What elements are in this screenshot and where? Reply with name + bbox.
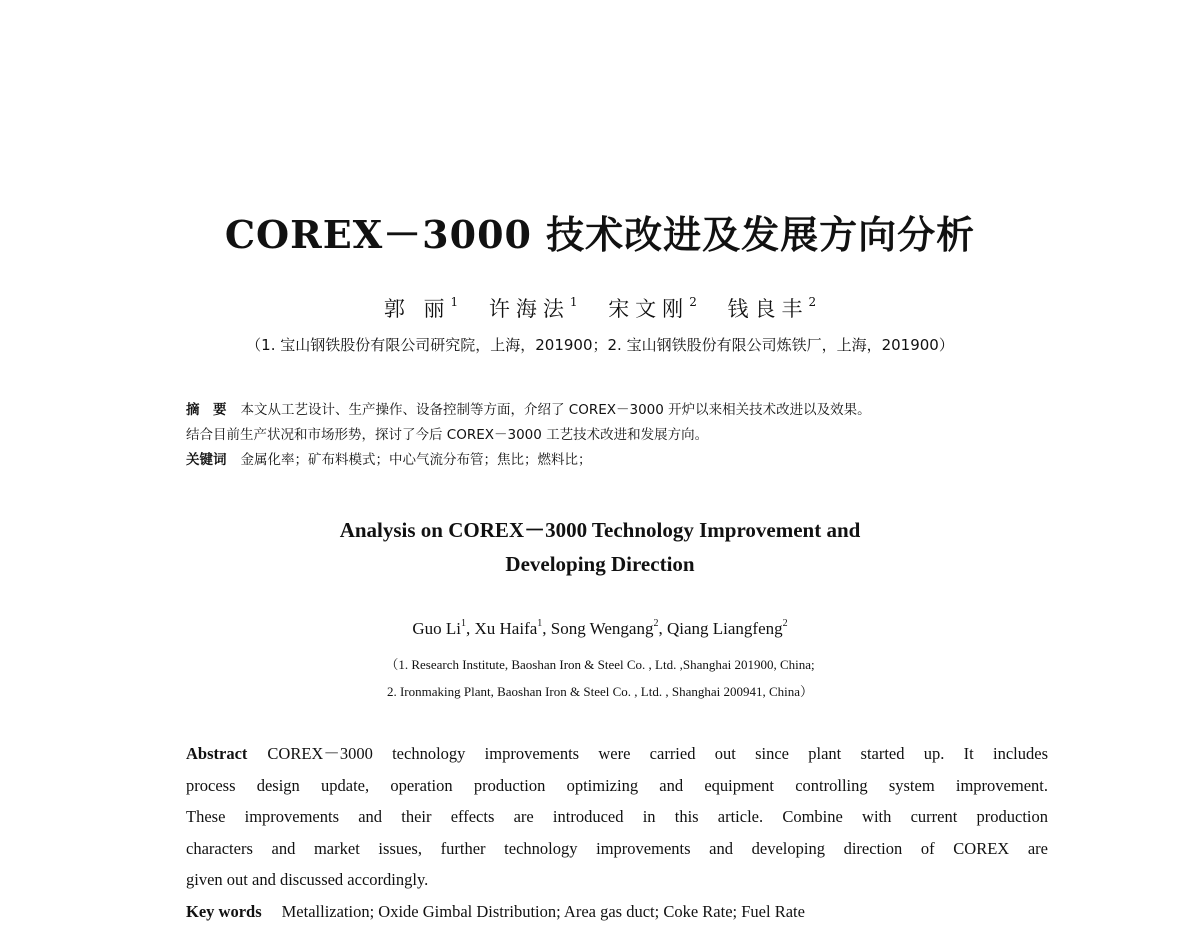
abstract-line: process design update, operation production optimizing and equipment controlling system improvement. — [186, 775, 1048, 795]
keywords-label: Key words — [186, 901, 262, 921]
english-affiliation: （1. Research Institute, Baoshan Iron & Steel Co. , Ltd. ,Shanghai 201900, China; 2. Ironmaking Plant, Baoshan Iron & Steel Co. , Ltd. , Shanghai 200941, China） — [385, 657, 815, 699]
english-author: Qiang Liangfeng$^2$ — [666, 618, 788, 638]
chinese-author: 许海法$^1$ — [488, 295, 578, 321]
abstract-line: characters and market issues, further technology improvements and developing direction of COREX are — [186, 838, 1048, 858]
english-author: Guo Li$^1$ — [412, 618, 466, 638]
keywords-label: 关键词 — [186, 452, 227, 468]
abstract-label: Abstract — [186, 744, 248, 763]
chinese-authors — [0, 293, 1200, 323]
keywords-line — [186, 896, 1048, 928]
keywords-text: 金属化率；矿布料模式；中心气流分布管；焦比；燃料比； — [240, 452, 592, 468]
chinese-author: 宋文刚$^2$ — [608, 295, 697, 321]
keywords-text: Metallization; Oxide Gimbal Distribution; Area gas duct; Coke Rate; Fuel Rate — [281, 901, 805, 921]
chinese-title: COREX－3000 技术改进及发展方向分析 — [224, 212, 976, 257]
abstract-line: 结合目前生产状况和市场形势，探讨了今后 COREX－3000 工艺技术改进和发展方向。 — [186, 427, 709, 443]
english-author: Song Wengang$^2$ — [550, 618, 659, 638]
abstract-line: 摘 要 本文从工艺设计、生产操作、设备控制等方面，介绍了 COREX－3000 开炉以来相关技术改进以及效果。 — [186, 402, 871, 418]
abstract-line: given out and discussed accordingly. — [186, 870, 429, 889]
chinese-affiliation: （1. 宝山钢铁股份有限公司研究院，上海，201900；2. 宝山钢铁股份有限公司炼铁厂，上海，201900） — [246, 336, 954, 354]
chinese-author: 钱良丰$^2$ — [727, 295, 817, 321]
chinese-author: 郭 丽$^1$ — [383, 295, 459, 321]
english-authors: Guo Li$^1$, Xu Haifa$^1$, Song Wengang$^2$, Qiang Liangfeng$^2$ — [412, 618, 788, 638]
abstract-line: These improvements and their effects are introduced in this article. Combine with current production — [186, 807, 1048, 826]
english-title: Analysis on COREX－3000 Technology Improvement and Developing Direction — [339, 518, 861, 576]
english-author: Xu Haifa$^1$ — [474, 618, 543, 638]
abstract-label: 摘 要 — [186, 402, 227, 418]
chinese-abstract — [186, 398, 1066, 473]
english-abstract — [186, 738, 1048, 927]
abstract-line: Abstract COREX－3000 technology improvements were carried out since plant started up. It includes — [186, 744, 1048, 763]
keywords-line — [186, 448, 1066, 473]
